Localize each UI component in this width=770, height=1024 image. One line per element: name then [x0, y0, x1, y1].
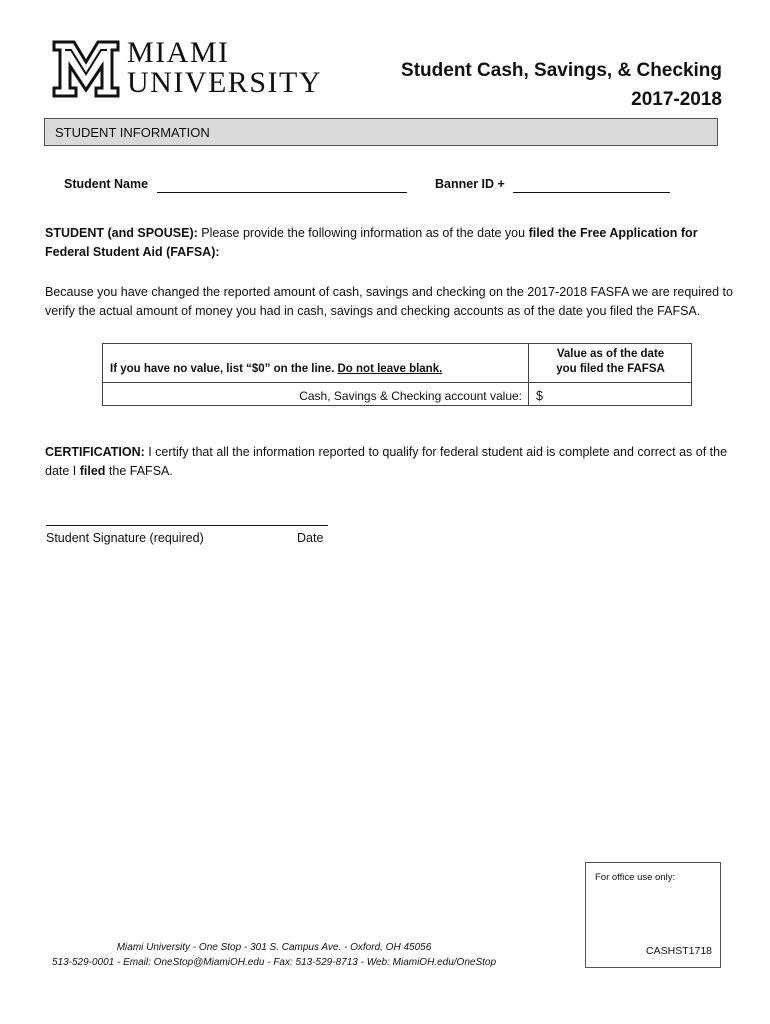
footer-address: Miami University - One Stop - 301 S. Campus Ave. - Oxford, OH 45056	[116, 942, 432, 953]
form-code: CASHST1718	[646, 945, 712, 957]
office-use-label: For office use only:	[595, 872, 676, 883]
certification-filed: filed	[79, 464, 106, 478]
student-name-line[interactable]	[157, 180, 407, 193]
verification-explanation	[45, 283, 735, 321]
signature-label: Student Signature (required)	[46, 531, 204, 545]
banner-id-label: Banner ID +	[435, 177, 505, 191]
table-row-divider	[103, 382, 691, 383]
student-name-label: Student Name	[64, 177, 149, 191]
signature-line[interactable]	[46, 525, 328, 526]
student-name-field	[64, 175, 407, 193]
university-logo	[52, 36, 322, 99]
banner-id-field	[435, 175, 670, 193]
certification-statement: CERTIFICATION: I certify that all the information reported to qualify for federal student aid is complete and correct as of the date I filed the FAFSA.	[45, 445, 728, 478]
banner-id-line[interactable]	[513, 180, 670, 193]
section-header-label: STUDENT INFORMATION	[55, 125, 210, 140]
logo-wordmark-line1: MIAMI	[127, 36, 230, 69]
cash-value-table	[102, 343, 692, 406]
document-title	[401, 56, 722, 114]
office-use-box	[585, 862, 721, 968]
instructions-text: Please provide the following information as of the date you	[197, 226, 529, 240]
footer-contacts: 513-529-0001 - Email: OneStop@MiamiOH.edu - Fax: 513-529-8713 - Web: MiamiOH.edu/OneStop	[51, 957, 497, 968]
document-title-line1: Student Cash, Savings, & Checking	[401, 60, 722, 81]
document-title-year: 2017-2018	[631, 89, 722, 110]
cash-savings-checking-label: Cash, Savings & Checking account value:	[299, 389, 522, 403]
date-label: Date	[297, 531, 324, 545]
certification-lead: CERTIFICATION:	[45, 445, 145, 459]
do-not-leave-blank: Do not leave blank.	[337, 363, 443, 375]
m-monogram-icon	[52, 40, 120, 98]
no-value-note: If you have no value, list “$0” on the line. Do not leave blank.	[110, 363, 443, 375]
verification-text: Because you have changed the reported amount of cash, savings and checking on the 2017-2018 FASFA we are required to verify the actual amount of money you had in cash, savings and checking accounts as of the date you filed the FAFSA.	[45, 285, 733, 318]
logo-wordmark-line2: UNIVERSITY	[127, 66, 322, 99]
value-column-header: Value as of the date you filed the FAFSA	[556, 348, 665, 375]
cash-value-input[interactable]: $	[536, 389, 543, 403]
instructions-fafsa: filed the Free Application for Federal Student Aid (FAFSA):	[45, 226, 698, 259]
student-instructions	[45, 224, 745, 262]
footer-contact	[44, 940, 504, 970]
section-header-student-information	[44, 118, 718, 146]
instructions-lead: STUDENT (and SPOUSE):	[45, 226, 198, 240]
